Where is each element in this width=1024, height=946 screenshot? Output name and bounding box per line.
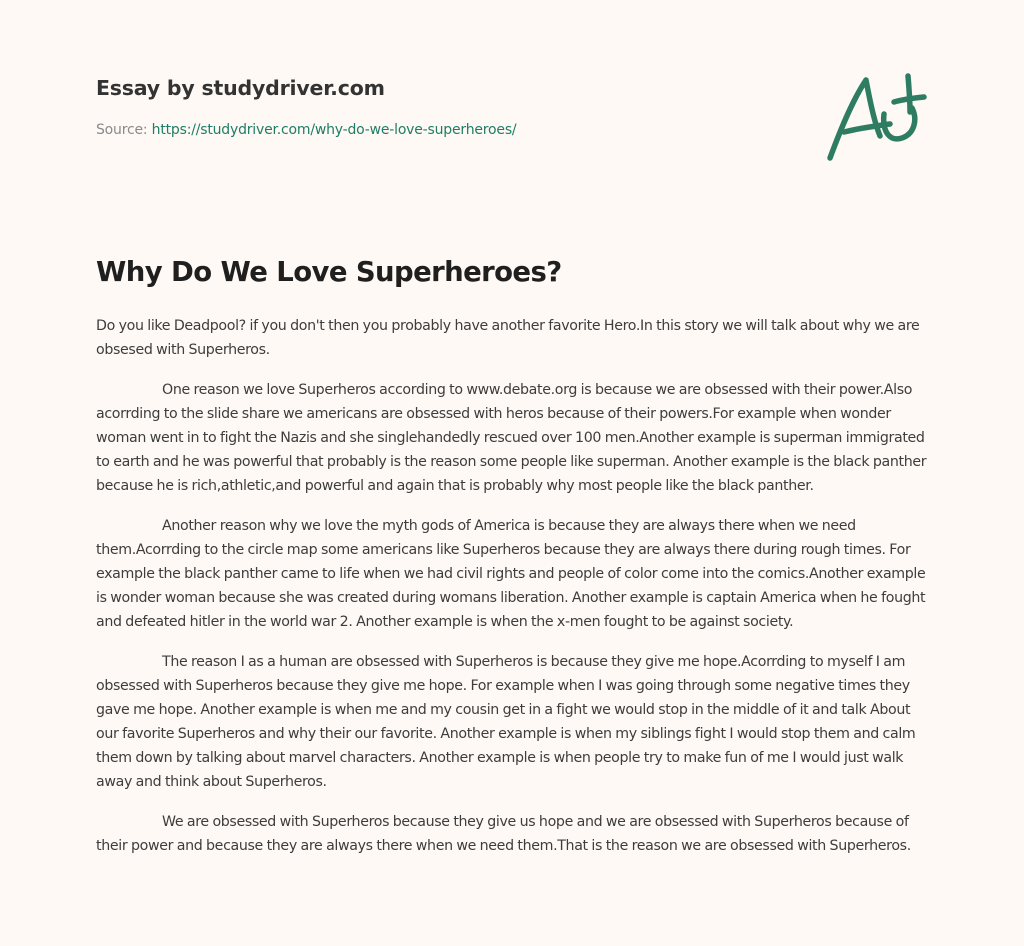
essay-paragraph: One reason we love Superheros according to www.debate.org is because we are obsessed with their power.Also acorrding to the slide share we americans are obsessed with heros because of their powers.For example when wonder woman went in to fight the Nazis and she singlehandedly rescued over 100 men.Another example is superman immigrated to earth and he was powerful that probably is the reason some people like superman. Another example is the black panther because he is rich,athletic,and powerful and again that is probably why most people like the black panther. bbox=[96, 382, 927, 494]
essay-paragraph-intro: Do you like Deadpool? if you don't then you probably have another favorite Hero.In this story we will talk about why we are obsesed with Superheros. bbox=[96, 318, 920, 358]
essay-paragraph: The reason I as a human are obsessed with Superheros is because they give me hope.Acorrding to myself I am obsessed with Superheros because they give me hope. For example when I was going through some negative times they gave me hope. Another example is when me and my cousin get in a fight we would stop in the middle of it and talk About our favorite Superheros and why their our favorite. Another example is when my siblings fight I would stop them and calm them down by talking about marvel characters. Another example is when people try to make fun of me I would just walk away and think about Superheros. bbox=[96, 654, 916, 790]
source-label: Source: bbox=[96, 122, 152, 138]
page-header bbox=[96, 76, 936, 138]
source-link[interactable]: https://studydriver.com/why-do-we-love-superheroes/ bbox=[151, 122, 517, 138]
source-line bbox=[96, 122, 936, 138]
essay-title: Why Do We Love Superheroes? bbox=[96, 256, 562, 288]
a-plus-grade-icon bbox=[820, 66, 930, 166]
essay-paragraph-conclusion: We are obsessed with Superheros because they give us hope and we are obsessed with Superheros because of their power and because they are always there when we need them.That is the reason we are obsessed with Superheros. bbox=[96, 814, 911, 854]
site-title: Essay by studydriver.com bbox=[96, 76, 385, 100]
essay-paragraph: Another reason why we love the myth gods of America is because they are always there when we need them.Acorrding to the circle map some americans like Superheros because they are always there during rough times. For example the black panther came to life when we had civil rights and people of color come into the comics.Another example is wonder woman because she was created during womans liberation. Another example is captain America when he fought and defeated hitler in the world war 2. Another example is when the x-men fought to be against society. bbox=[96, 518, 926, 630]
essay-article bbox=[96, 256, 934, 874]
